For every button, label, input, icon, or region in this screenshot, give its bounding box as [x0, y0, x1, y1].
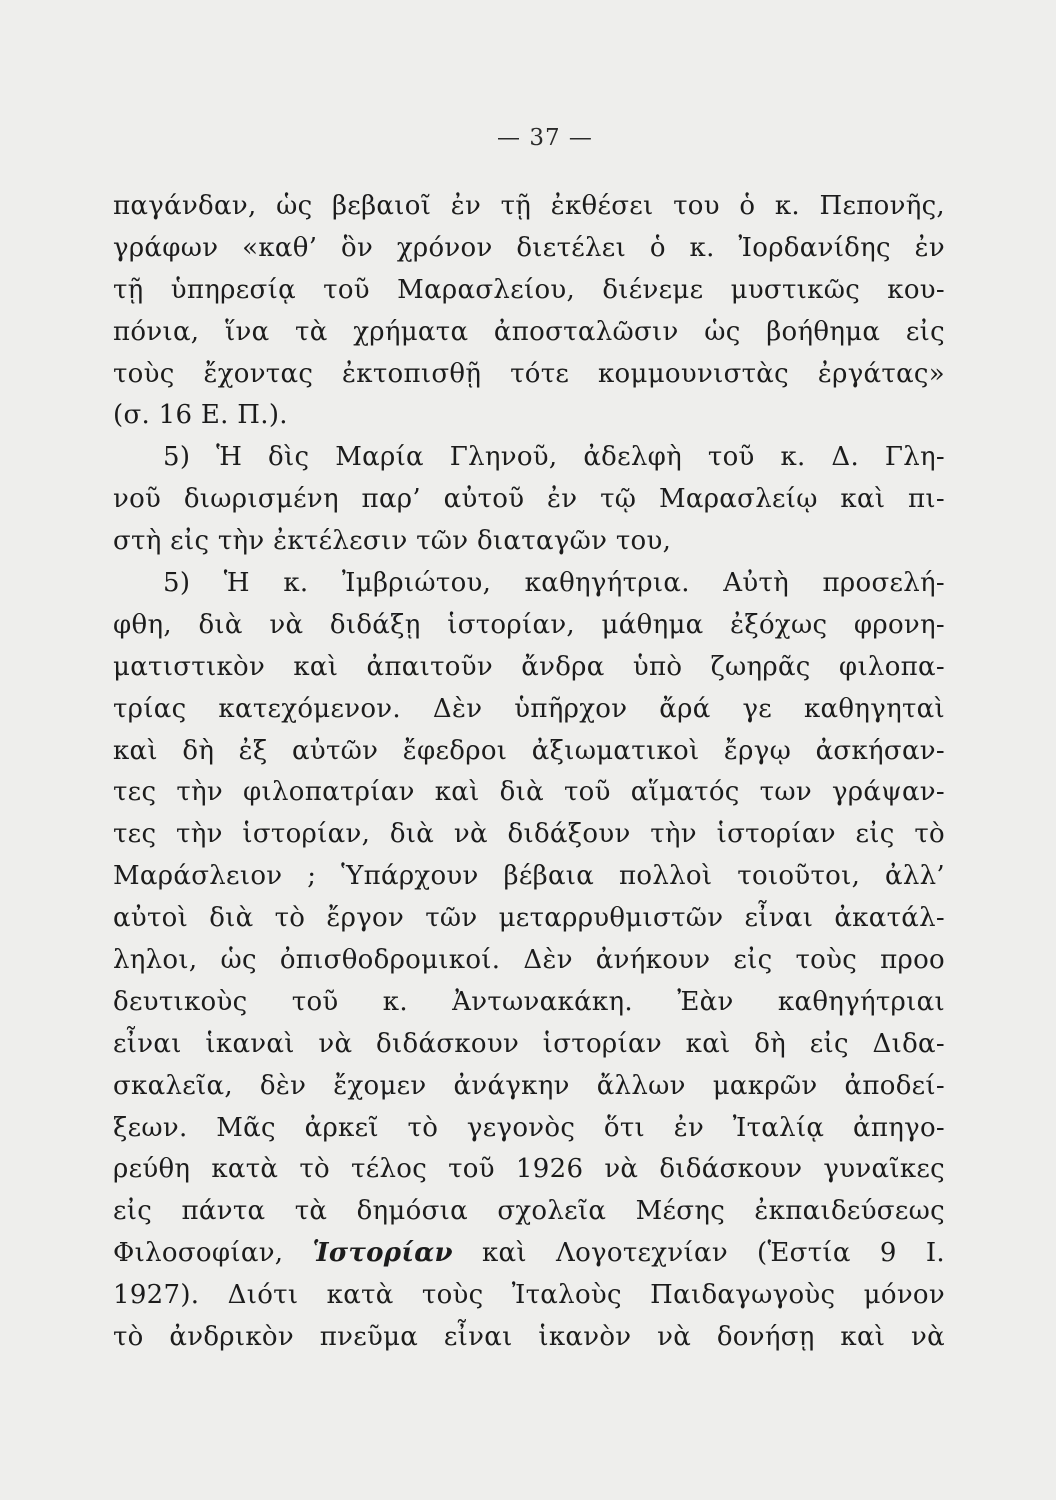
text-line: δευτικοὺς τοῦ κ. Ἀντωνακάκη. Ἐὰν καθηγήτριαι [113, 986, 945, 1017]
text-line: Μαράσλειον ; Ὑπάρχουν βέβαια πολλοὶ τοιοῦτοι, ἀλλ’ [113, 861, 945, 892]
text-line: 1927). Διότι κατὰ τοὺς Ἰταλοὺς Παιδαγωγοὺς μόνον [113, 1280, 945, 1311]
text-line: ληλοι, ὡς ὀπισθοδρομικοί. Δὲν ἀνήκουν εἰς τοὺς προο [113, 945, 945, 976]
text-line: στὴ εἰς τὴν ἐκτέλεσιν τῶν διαταγῶν του, [113, 526, 672, 557]
text-segment: Φιλοσοφίαν, [113, 1238, 284, 1269]
text-line: φθη, διὰ νὰ διδάξῃ ἱστορίαν, μάθημα ἐξόχως φρονη- [113, 609, 945, 640]
text-line: τες τὴν ἱστορίαν, διὰ νὰ διδάξουν τὴν ἱστορίαν εἰς τὸ [113, 819, 945, 850]
text-line-with-emphasis [113, 1233, 945, 1275]
text-line: αὐτοὶ διὰ τὸ ἔργον τῶν μεταρρυθμιστῶν εἶναι ἀκατάλ- [113, 903, 945, 934]
emphasized-word: Ἱστορίαν [312, 1238, 453, 1269]
text-line: (σ. 16 Ε. Π.). [113, 400, 288, 431]
page-number: — 37 — [497, 125, 593, 151]
text-line: 5) Ἡ κ. Ἰμβριώτου, καθηγήτρια. Αὐτὴ προσελή- [163, 568, 945, 599]
text-line: 5) Ἡ δὶς Μαρία Γληνοῦ, ἀδελφὴ τοῦ κ. Δ. Γλη- [163, 442, 945, 473]
body-text [113, 186, 945, 1359]
text-line: ρεύθη κατὰ τὸ τέλος τοῦ 1926 νὰ διδάσκουν γυναῖκες [113, 1154, 945, 1185]
text-line: παγάνδαν, ὡς βεβαιοῖ ἐν τῇ ἐκθέσει του ὁ κ. Πεπονῆς, [113, 191, 945, 221]
text-line: καὶ δὴ ἐξ αὐτῶν ἔφεδροι ἀξιωματικοὶ ἔργῳ ἀσκήσαν- [113, 735, 945, 766]
text-line: εἰς πάντα τὰ δημόσια σχολεῖα Μέσης ἐκπαιδεύσεως [113, 1196, 945, 1227]
text-line: πόνια, ἵνα τὰ χρήματα ἀποσταλῶσιν ὡς βοήθημα εἰς [113, 316, 945, 347]
text-segment: καὶ Λογοτεχνίαν (Ἑστία 9 Ι. [482, 1238, 945, 1269]
text-line: γράφων «καθ’ ὃν χρόνον διετέλει ὁ κ. Ἰορδανίδης ἐν [113, 232, 945, 263]
text-line: ξεων. Μᾶς ἀρκεῖ τὸ γεγονὸς ὅτι ἐν Ἰταλίᾳ ἀπηγο- [113, 1112, 945, 1143]
text-line: ματιστικὸν καὶ ἀπαιτοῦν ἄνδρα ὑπὸ ζωηρᾶς φιλοπα- [113, 651, 945, 682]
text-line: τὸ ἀνδρικὸν πνεῦμα εἶναι ἱκανὸν νὰ δονήσῃ καὶ νὰ [113, 1322, 945, 1353]
text-line: εἶναι ἱκαναὶ νὰ διδάσκουν ἱστορίαν καὶ δὴ εἰς Διδα- [113, 1028, 945, 1059]
text-line: σκαλεῖα, δὲν ἔχομεν ἀνάγκην ἄλλων μακρῶν ἀποδεί- [113, 1070, 945, 1101]
text-line: νοῦ διωρισμένη παρ’ αὐτοῦ ἐν τῷ Μαρασλείῳ καὶ πι- [113, 484, 945, 515]
text-line: τοὺς ἔχοντας ἐκτοπισθῇ τότε κομμουνιστὰς ἐργάτας» [113, 358, 945, 389]
text-line: τες τὴν φιλοπατρίαν καὶ διὰ τοῦ αἵματός των γράψαν- [113, 777, 945, 808]
text-line: τρίας κατεχόμενον. Δὲν ὑπῆρχον ἄρά γε καθηγηταὶ [113, 693, 945, 724]
text-line: τῇ ὑπηρεσίᾳ τοῦ Μαρασλείου, διένεμε μυστικῶς κου- [113, 274, 945, 305]
